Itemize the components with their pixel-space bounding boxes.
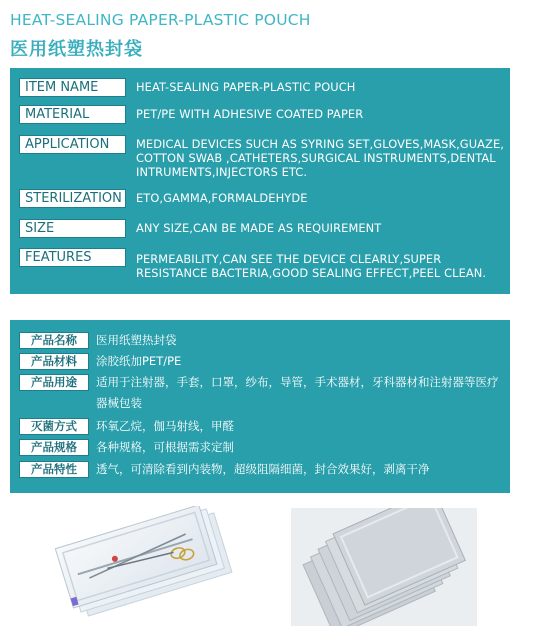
spec-row-zh-sterilization — [19, 418, 506, 437]
spec-value: HEAT-SEALING PAPER-PLASTIC POUCH — [136, 80, 356, 94]
spec-value-zh: 透气，可清除看到内装物，超级阻隔细菌，封合效果好，剥离干净 — [96, 462, 430, 476]
spec-label-zh: 产品名称 — [19, 332, 89, 349]
spec-value: MEDICAL DEVICES SUCH AS SYRING SET,GLOVES,MASK,GUAZE, COTTON SWAB ,CATHETERS,SURGICAL INSTRUMENTS,DENTAL INTRUMENTS,INJECTORS ETC. — [136, 137, 504, 179]
spec-value-zh: 各种规格，可根据需求定制 — [96, 440, 234, 454]
spec-value: PERMEABILITY,CAN SEE THE DEVICE CLEARLY,SUPER RESISTANCE BACTERIA,GOOD SEALING EFFECT,PEEL CLEAN. — [136, 252, 487, 280]
spec-value-zh: 医用纸塑热封袋 — [96, 333, 177, 347]
spec-label-zh: 产品用途 — [19, 374, 89, 391]
title-english: HEAT-SEALING PAPER-PLASTIC POUCH — [10, 11, 311, 29]
spec-label-zh: 产品特性 — [19, 461, 89, 478]
spec-row-material — [19, 105, 506, 124]
spec-row-features — [19, 248, 506, 280]
spec-label: FEATURES — [19, 248, 126, 267]
spec-value-zh: 环氧乙烷，伽马射线，甲醛 — [96, 419, 234, 433]
spec-row-zh-material — [19, 353, 506, 372]
spec-row-zh-name — [19, 332, 506, 351]
spec-label-zh: 灭菌方式 — [19, 418, 89, 435]
spec-label: STERILIZATION — [19, 189, 126, 208]
spec-row-zh-features — [19, 461, 506, 480]
product-photo-instruments — [47, 506, 237, 618]
spec-value-zh: 涂胶纸加PET/PE — [96, 354, 182, 368]
spec-label: APPLICATION — [19, 135, 126, 154]
spec-row-zh-size — [19, 439, 506, 458]
spec-row-item-name — [19, 78, 506, 97]
spec-row-sterilization — [19, 189, 506, 208]
spec-row-application — [19, 135, 506, 179]
spec-value: ETO,GAMMA,FORMALDEHYDE — [136, 191, 308, 205]
spec-label: SIZE — [19, 219, 126, 238]
spec-panel-chinese — [10, 320, 510, 493]
spec-row-size — [19, 219, 506, 238]
spec-label-zh: 产品规格 — [19, 439, 89, 456]
spec-row-zh-application — [19, 374, 506, 414]
spec-value: PET/PE WITH ADHESIVE COATED PAPER — [136, 107, 364, 121]
product-photo-pouch-stack — [291, 508, 477, 626]
spec-label: MATERIAL — [19, 105, 126, 124]
spec-value-zh: 适用于注射器，手套，口罩，纱布，导管，手术器材，牙科器材和注射器等医疗器械包装 — [96, 375, 499, 410]
spec-value: ANY SIZE,CAN BE MADE AS REQUIREMENT — [136, 221, 382, 235]
spec-label: ITEM NAME — [19, 78, 126, 97]
title-chinese: 医用纸塑热封袋 — [10, 39, 143, 60]
spec-panel-english — [10, 68, 510, 294]
spec-label-zh: 产品材料 — [19, 353, 89, 370]
